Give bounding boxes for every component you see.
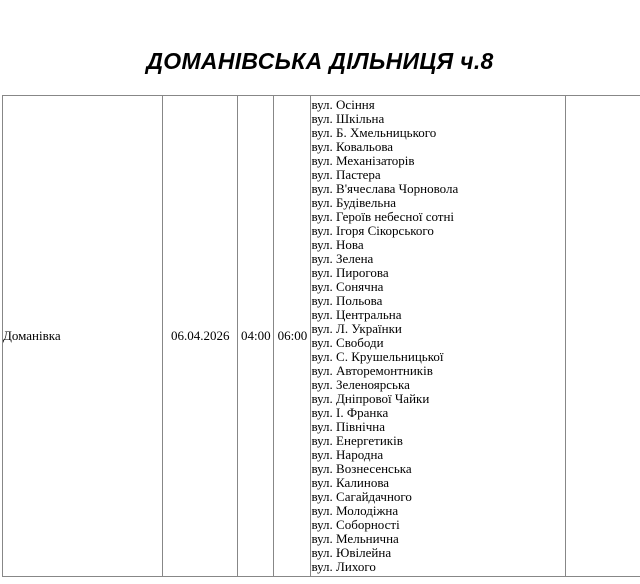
streets-cell [311,96,565,577]
street-item: вул. Сагайдачного [311,490,412,504]
street-item: вул. Б. Хмельницького [311,126,437,140]
street-item: вул. Свободи [311,336,384,350]
street-item: вул. Осіння [311,98,375,112]
street-item: вул. Північна [311,420,386,434]
empty-note-cell [565,96,640,577]
street-item: вул. Л. Українки [311,322,402,336]
time-start-cell: 04:00 [238,96,274,577]
time-end-cell: 06:00 [274,96,311,577]
street-item: вул. Народна [311,448,384,462]
street-item: вул. Зеленоярська [311,378,410,392]
street-item: вул. Молодіжна [311,504,399,518]
street-item: вул. Зелена [311,252,374,266]
settlement-cell: Доманівка [3,96,163,577]
date-cell: 06.04.2026 [163,96,238,577]
street-item: вул. Будівельна [311,196,397,210]
table-row [3,96,640,577]
street-item: вул. Мельнична [311,532,399,546]
outage-schedule-table [2,95,640,577]
street-item: вул. Лихого [311,560,376,574]
street-item: вул. Сонячна [311,280,384,294]
street-item: вул. Нова [311,238,364,252]
street-item: вул. Дніпрової Чайки [311,392,430,406]
street-item: вул. Центральна [311,308,402,322]
street-item: вул. Ювілейна [311,546,392,560]
street-item: вул. Польова [311,294,383,308]
street-item: вул. Вознесенська [311,462,412,476]
street-item: вул. Енергетиків [311,434,403,448]
street-item: вул. Механізаторів [311,154,415,168]
street-item: вул. Пирогова [311,266,389,280]
street-item: вул. Соборності [311,518,400,532]
street-item: вул. Пастера [311,168,381,182]
street-item: вул. Авторемонтників [311,364,433,378]
street-item: вул. Шкільна [311,112,385,126]
street-item: вул. В'ячеслава Чорновола [311,182,459,196]
street-item: вул. Ковальова [311,140,394,154]
street-item: вул. Ігоря Сікорського [311,224,434,238]
street-item: вул. С. Крушельницької [311,350,444,364]
street-item: вул. І. Франка [311,406,389,420]
street-item: вул. Калинова [311,476,390,490]
page-title: ДОМАНІВСЬКА ДІЛЬНИЦЯ ч.8 [146,48,494,74]
street-item: вул. Героїв небесної сотні [311,210,455,224]
